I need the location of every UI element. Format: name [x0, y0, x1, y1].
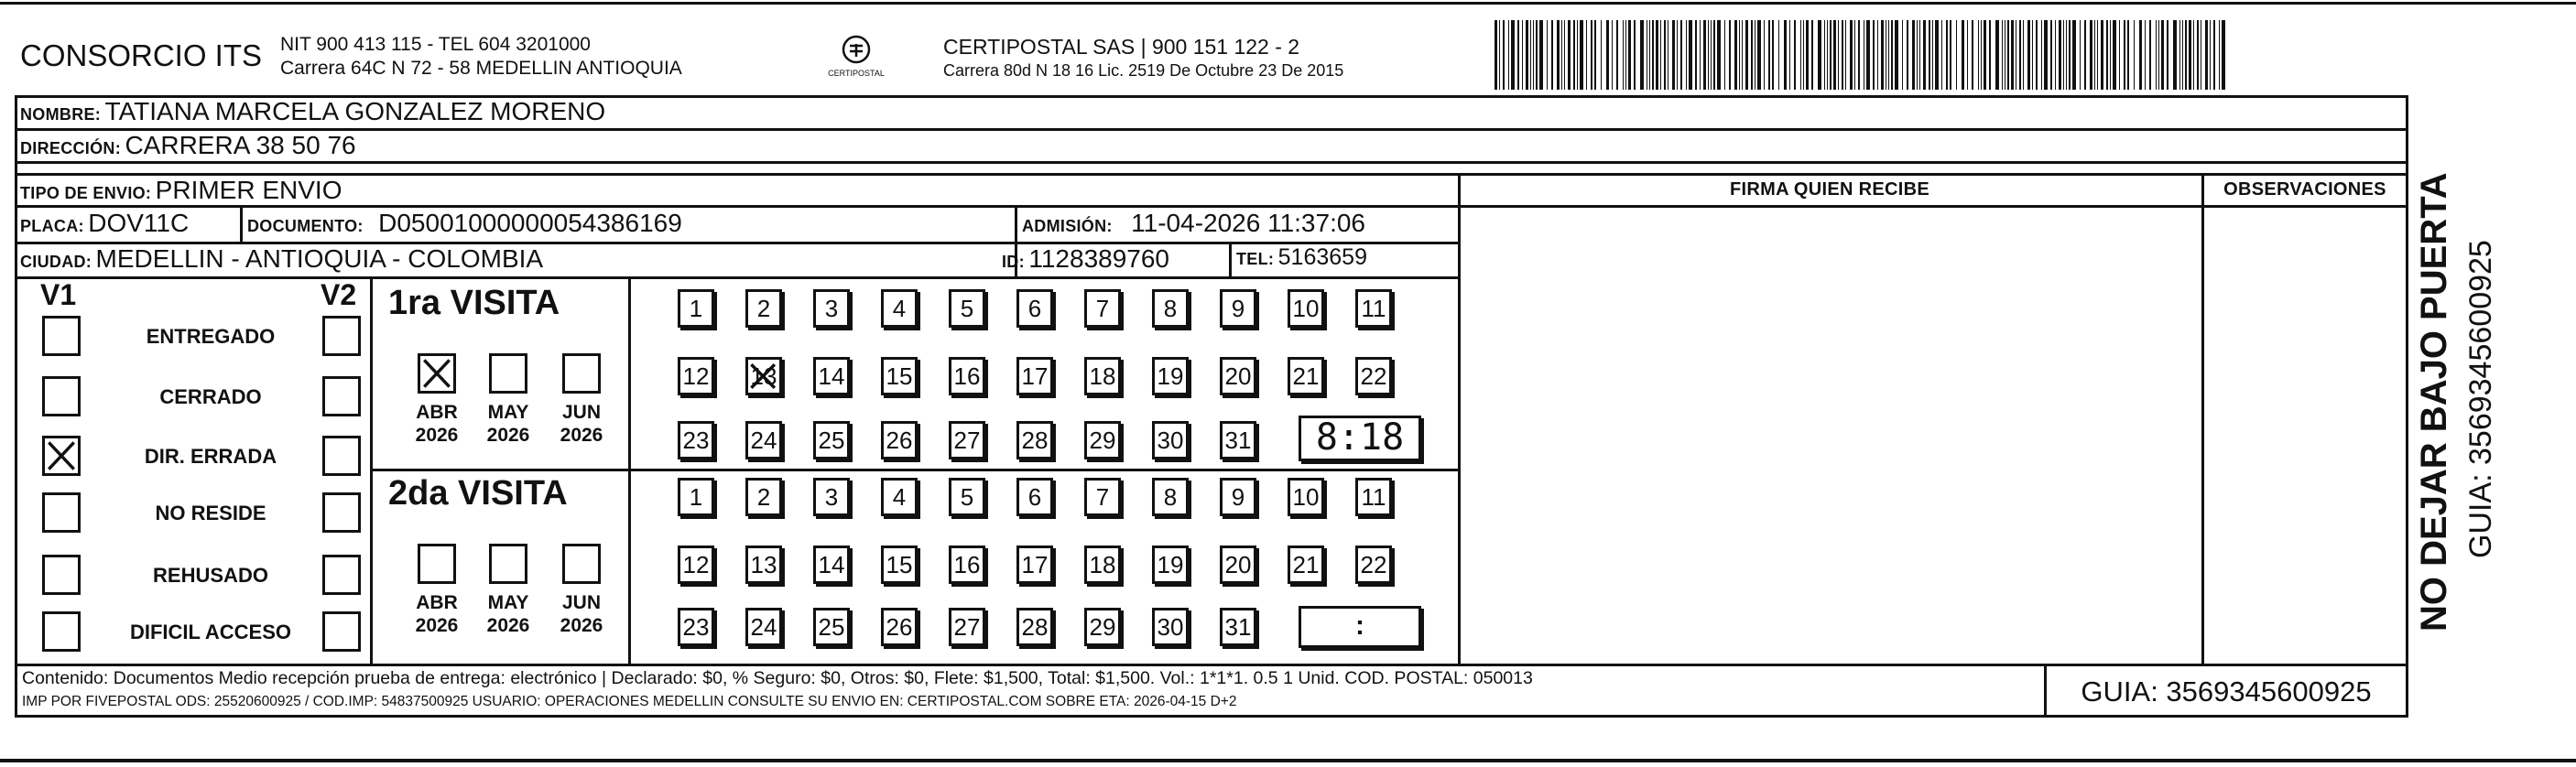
- v1-checkbox[interactable]: [42, 611, 81, 652]
- day-box[interactable]: 7: [1084, 478, 1121, 516]
- tipo-value: PRIMER ENVIO: [155, 176, 342, 204]
- col-line: [240, 205, 243, 242]
- month-label: MAY: [487, 592, 529, 613]
- day-box[interactable]: 29: [1084, 421, 1121, 459]
- day-box[interactable]: 19: [1152, 546, 1189, 584]
- day-box[interactable]: 12: [678, 357, 714, 395]
- courier-line2: Carrera 80d N 18 16 Lic. 2519 De Octubre 23 De 2015: [943, 61, 1344, 80]
- day-box[interactable]: 3: [813, 478, 850, 516]
- month-option: [480, 591, 537, 637]
- id-field: [1002, 244, 1169, 274]
- month-label: ABR: [416, 592, 458, 613]
- day-box[interactable]: 17: [1016, 357, 1053, 395]
- month-checkbox[interactable]: [489, 353, 527, 394]
- year-label: 2026: [486, 425, 530, 446]
- month-option: [553, 401, 610, 447]
- day-box[interactable]: 3: [813, 289, 850, 328]
- v2-checkbox[interactable]: [322, 376, 361, 416]
- courier-info: [943, 35, 1343, 82]
- row-line: [15, 173, 2408, 176]
- day-box[interactable]: 15: [881, 357, 918, 395]
- year-label: 2026: [560, 425, 603, 446]
- month-option: [480, 401, 537, 447]
- id-value: 1128389760: [1028, 244, 1170, 273]
- day-box[interactable]: 11: [1355, 478, 1392, 516]
- day-box[interactable]: 20: [1220, 546, 1256, 584]
- nombre-value: TATIANA MARCELA GONZALEZ MORENO: [104, 97, 606, 125]
- month-option: [408, 591, 465, 637]
- company-nit: NIT 900 413 115 - TEL 604 3201000: [280, 34, 591, 55]
- day-box[interactable]: 22: [1355, 546, 1392, 584]
- day-box[interactable]: 12: [678, 546, 714, 584]
- day-box[interactable]: 6: [1016, 289, 1053, 328]
- placa-value: DOV11C: [88, 209, 190, 237]
- v1-checkbox[interactable]: [42, 376, 81, 416]
- barcode: [1495, 20, 2227, 90]
- day-box[interactable]: 6: [1016, 478, 1053, 516]
- day-box[interactable]: 15: [881, 546, 918, 584]
- day-box[interactable]: 4: [881, 289, 918, 328]
- status-label: ENTREGADO: [146, 325, 276, 348]
- placa-field: [20, 209, 189, 238]
- visita2-title: 2da VISITA: [388, 474, 568, 513]
- day-box[interactable]: 19: [1152, 357, 1189, 395]
- day-box[interactable]: 4: [881, 478, 918, 516]
- day-box[interactable]: 9: [1220, 289, 1256, 328]
- footer-guia: GUIA: 3569345600925: [2081, 675, 2372, 708]
- side-guia: GUIA: 3569345600925: [2463, 240, 2498, 558]
- month-label: ABR: [416, 402, 458, 423]
- day-box[interactable]: 8: [1152, 478, 1189, 516]
- day-box[interactable]: 16: [949, 357, 985, 395]
- placa-label: PLACA:: [20, 217, 84, 235]
- side-warning: NO DEJAR BAJO PUERTA: [2414, 172, 2454, 632]
- day-box[interactable]: 22: [1355, 357, 1392, 395]
- day-box[interactable]: 26: [881, 608, 918, 646]
- status-label: NO RESIDE: [155, 502, 266, 524]
- direccion-value: CARRERA 38 50 76: [125, 131, 356, 159]
- day-box[interactable]: 26: [881, 421, 918, 459]
- day-box[interactable]: 2: [745, 289, 782, 328]
- footer-contenido: Contenido: Documentos Medio recepción prueba de entrega: electrónico | Declarado: $0, % Seguro: $0, Otros: $0, Flete: $1,500, Total: $1,500. Vol.: 1*1*1. 0.5 1 Unid. COD. POSTAL: 050013: [22, 668, 1533, 688]
- certipostal-logo: [815, 33, 897, 79]
- row-line: [370, 469, 1458, 471]
- v2-checkbox[interactable]: [322, 316, 361, 356]
- day-box[interactable]: 30: [1152, 421, 1189, 459]
- ciudad-value: MEDELLIN - ANTIOQUIA - COLOMBIA: [95, 244, 544, 273]
- row-line: [15, 276, 1458, 279]
- status-label: DIR. ERRADA: [144, 445, 277, 468]
- day-box[interactable]: 31: [1220, 608, 1256, 646]
- year-label: 2026: [560, 615, 603, 636]
- month-label: JUN: [561, 402, 601, 423]
- day-box[interactable]: 25: [813, 608, 850, 646]
- day-box[interactable]: 20: [1220, 357, 1256, 395]
- documento-value: D05001000000054386169: [378, 209, 682, 237]
- firma-label: FIRMA QUIEN RECIBE: [1730, 179, 1929, 200]
- row-line: [15, 128, 2408, 131]
- year-label: 2026: [415, 615, 459, 636]
- day-box[interactable]: 23: [678, 608, 714, 646]
- month-option: [408, 401, 465, 447]
- day-box[interactable]: 5: [949, 289, 985, 328]
- day-box[interactable]: 23: [678, 421, 714, 459]
- id-label: ID:: [1002, 253, 1025, 271]
- direccion-label: DIRECCIÓN:: [20, 139, 121, 157]
- day-box[interactable]: 1: [678, 478, 714, 516]
- row-line: [15, 161, 2408, 164]
- day-box[interactable]: 30: [1152, 608, 1189, 646]
- documento-label: DOCUMENTO:: [247, 217, 364, 235]
- day-box[interactable]: 28: [1016, 608, 1053, 646]
- day-box[interactable]: 7: [1084, 289, 1121, 328]
- tel-field: [1236, 244, 1367, 271]
- v1-checkbox[interactable]: [42, 555, 81, 595]
- day-box[interactable]: 21: [1288, 357, 1324, 395]
- day-box[interactable]: 8: [1152, 289, 1189, 328]
- courier-line1: CERTIPOSTAL SAS | 900 151 122 - 2: [943, 35, 1300, 59]
- direccion-row: [20, 131, 356, 160]
- v1-checkbox[interactable]: [42, 492, 81, 533]
- day-box[interactable]: 9: [1220, 478, 1256, 516]
- year-label: 2026: [415, 425, 459, 446]
- day-box[interactable]: 17: [1016, 546, 1053, 584]
- logo-text: CERTIPOSTAL: [828, 69, 885, 78]
- day-box[interactable]: 27: [949, 608, 985, 646]
- tel-label: TEL:: [1236, 250, 1275, 268]
- day-box[interactable]: 24: [745, 608, 782, 646]
- day-box[interactable]: 5: [949, 478, 985, 516]
- day-box[interactable]: 31: [1220, 421, 1256, 459]
- visita1-title: 1ra VISITA: [388, 284, 560, 322]
- day-box[interactable]: 13: [745, 357, 782, 395]
- month-checkbox[interactable]: [418, 544, 456, 584]
- day-box[interactable]: 18: [1084, 357, 1121, 395]
- month-label: JUN: [561, 592, 601, 613]
- day-box[interactable]: 18: [1084, 546, 1121, 584]
- month-label: MAY: [487, 402, 529, 423]
- v1-checkbox[interactable]: [42, 316, 81, 356]
- month-checkbox[interactable]: [418, 353, 456, 394]
- footer-imp: IMP POR FIVEPOSTAL ODS: 25520600925 / COD.IMP: 54837500925 USUARIO: OPERACIONES MEDELLIN CONSULTE SU ENVIO EN: CERTIPOSTAL.COM SOBRE ETA: 2026-04-15 D+2: [22, 694, 1237, 709]
- tipo-row: [20, 176, 342, 205]
- v2-checkbox[interactable]: [322, 492, 361, 533]
- v2-checkbox[interactable]: [322, 611, 361, 652]
- admision-label: ADMISIÓN:: [1022, 217, 1113, 235]
- tel-value: 5163659: [1277, 244, 1367, 270]
- day-box[interactable]: 27: [949, 421, 985, 459]
- day-box[interactable]: 25: [813, 421, 850, 459]
- month-checkbox[interactable]: [562, 353, 601, 394]
- day-box[interactable]: 28: [1016, 421, 1053, 459]
- day-box[interactable]: 10: [1288, 478, 1324, 516]
- admision-field: [1022, 209, 1365, 238]
- nombre-row: [20, 97, 605, 126]
- day-box[interactable]: 10: [1288, 289, 1324, 328]
- top-border: [0, 2, 2576, 5]
- col-line: [2201, 173, 2204, 664]
- day-box[interactable]: 16: [949, 546, 985, 584]
- ciudad-label: CIUDAD:: [20, 253, 92, 271]
- status-label: REHUSADO: [153, 564, 268, 587]
- day-box[interactable]: 24: [745, 421, 782, 459]
- day-box[interactable]: 21: [1288, 546, 1324, 584]
- v2-label: V2: [321, 278, 357, 311]
- v2-checkbox[interactable]: [322, 555, 361, 595]
- month-checkbox[interactable]: [562, 544, 601, 584]
- documento-field: [247, 209, 682, 238]
- status-label: DIFICIL ACCESO: [129, 621, 291, 643]
- row-line: [15, 664, 2408, 666]
- day-box[interactable]: 14: [813, 546, 850, 584]
- col-line: [1458, 173, 1461, 664]
- v1-label: V1: [40, 278, 77, 311]
- admision-value: 11-04-2026 11:37:06: [1131, 209, 1365, 237]
- day-box[interactable]: 2: [745, 478, 782, 516]
- year-label: 2026: [486, 615, 530, 636]
- tipo-label: TIPO DE ENVIO:: [20, 184, 152, 202]
- ciudad-field: [20, 244, 543, 274]
- day-box[interactable]: 11: [1355, 289, 1392, 328]
- v2-checkbox[interactable]: [322, 436, 361, 476]
- bottom-border: [0, 759, 2576, 762]
- col-line: [1229, 242, 1232, 276]
- day-box[interactable]: 29: [1084, 608, 1121, 646]
- row-line: [1458, 205, 2408, 208]
- visita2-time[interactable]: :: [1299, 606, 1421, 648]
- row-line: [15, 205, 1458, 208]
- visita1-time[interactable]: 8:18: [1299, 416, 1421, 461]
- company-name: CONSORCIO ITS: [20, 38, 263, 72]
- month-checkbox[interactable]: [489, 544, 527, 584]
- company-address: Carrera 64C N 72 - 58 MEDELLIN ANTIOQUIA: [280, 58, 682, 79]
- status-label: CERRADO: [159, 385, 262, 408]
- day-box[interactable]: 14: [813, 357, 850, 395]
- day-box[interactable]: 13: [745, 546, 782, 584]
- day-box[interactable]: 1: [678, 289, 714, 328]
- v1-checkbox[interactable]: [42, 436, 81, 476]
- month-option: [553, 591, 610, 637]
- company-info: [280, 33, 682, 81]
- observaciones-label: OBSERVACIONES: [2223, 179, 2386, 200]
- nombre-label: NOMBRE:: [20, 105, 102, 124]
